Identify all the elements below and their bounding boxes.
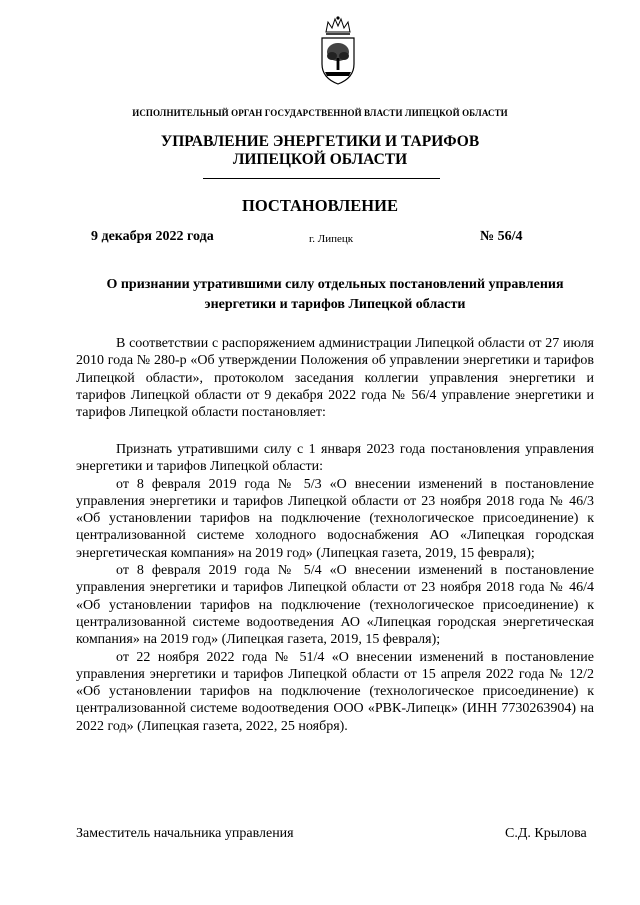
header-divider <box>203 178 440 179</box>
document-number: № 56/4 <box>480 229 523 244</box>
document-type: ПОСТАНОВЛЕНИЕ <box>242 196 398 215</box>
decision-lead: Признать утратившими силу с 1 января 2023 года постановления управления энергетики и тарифов Липецкой области: <box>76 442 594 475</box>
intro-section <box>76 335 594 421</box>
lipetsk-coat-of-arms-icon <box>318 14 358 86</box>
signatory-role: Заместитель начальника управления <box>76 826 294 841</box>
decision-item: от 8 февраля 2019 года № 5/4 «О внесении изменений в постановление управления энергетики и тарифов Липецкой области от 23 ноября 2018 года № 46/4 «Об установлении тарифов на подключение (технологическое присоединение) к централизованной системе водоотведения АО «Липецкая городская энергетическая компания» на 2019 год» (Липецкая газета, 2019, 15 февраля); <box>76 563 594 648</box>
document-date: 9 декабря 2022 года <box>91 229 214 244</box>
authority-name: ИСПОЛНИТЕЛЬНЫЙ ОРГАН ГОСУДАРСТВЕННОЙ ВЛАСТИ ЛИПЕЦКОЙ ОБЛАСТИ <box>132 108 508 118</box>
department-name <box>0 133 640 169</box>
intro-paragraph: В соответствии с распоряжением администрации Липецкой области от 27 июля 2010 года № 280-р «Об утверждении Положения об управлении энергетики и тарифов Липецкой области», протоколом заседания коллегии управления энергетики и тарифов Липецкой области от 9 декабря 2022 года № 56/4 управление энергетики и тарифов Липецкой области постановляет: <box>76 336 594 421</box>
document-city: г. Липецк <box>309 233 354 245</box>
decision-item: от 8 февраля 2019 года № 5/3 «О внесении изменений в постановление управления энергетики и тарифов Липецкой области от 23 ноября 2018 года № 46/3 «Об установлении тарифов на подключение (технологическое присоединение) к централизованной системе холодного водоснабжения АО «Липецкая городская энергетическая компания» на 2019 год» (Липецкая газета, 2019, 15 февраля); <box>76 476 594 561</box>
department-name-line1: УПРАВЛЕНИЕ ЭНЕРГЕТИКИ И ТАРИФОВ <box>160 133 480 150</box>
signatory-name: С.Д. Крылова <box>505 826 587 841</box>
document-title: О признании утратившими силу отдельных постановлений управления энергетики и тарифов Липецкой области <box>106 277 564 312</box>
decision-section <box>76 441 594 735</box>
department-name-line2: ЛИПЕЦКОЙ ОБЛАСТИ <box>232 151 408 168</box>
decision-item: от 22 ноября 2022 года № 51/4 «О внесении изменений в постановление управления энергетики и тарифов Липецкой области от 15 апреля 2022 года № 12/2 «Об установлении тарифов на подключение (технологическое присоединение) к централизованной системе водоотведения ООО «РВК-Липецк» (ИНН 7730263904) на 2022 год» (Липецкая газета, 2022, 25 ноября). <box>76 649 594 734</box>
